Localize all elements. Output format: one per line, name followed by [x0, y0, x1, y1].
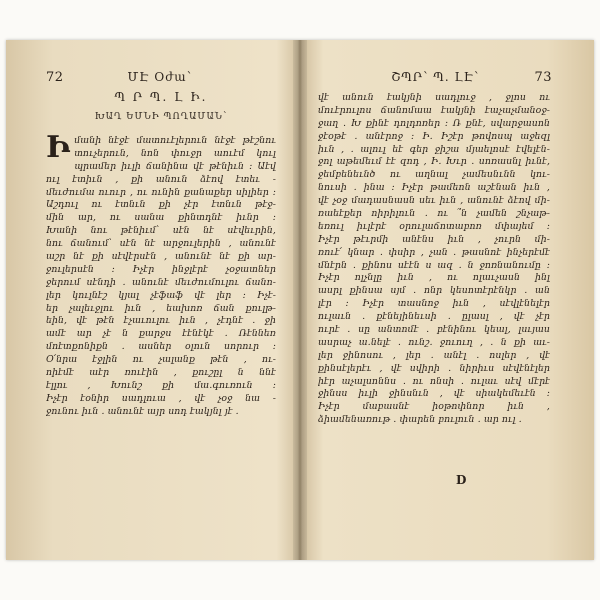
right-page-text: [318, 92, 550, 427]
text-line: [318, 208, 550, 221]
running-title: ՄԷ Օժա՝: [127, 70, 193, 84]
text-line-content: Իչէր թէւրմի անէնս իւն , չուրն մի-: [318, 233, 550, 245]
text-line: [318, 156, 550, 169]
text-line: [318, 260, 550, 273]
chapter-heading: Պ Ր Պ․ Լ Ի․: [114, 90, 208, 104]
text-line-content: ամէ ար չէ ն քարջս էէնէկէ ․ Ռէննեռ: [46, 328, 276, 340]
text-line-content: Իչէր էօնիր սադլուա , վէ չօջ նա -: [46, 392, 276, 404]
text-line: [318, 221, 550, 234]
text-line: [46, 303, 276, 316]
text-line: [46, 328, 276, 341]
text-line: [46, 174, 276, 187]
text-line-content: ջեմբենեւնծ ու աղնալ չամեսնւնն կու-: [318, 169, 550, 181]
text-line: [318, 363, 550, 376]
text-line: [46, 225, 276, 238]
text-line-content: եռուլ իւլէրէ օրուլաճոտաբոռ մփայեմ ։: [318, 220, 550, 232]
text-line-content: նու ճանում՝ սէն նէ արջուլերին , անունէ: [46, 238, 276, 250]
text-line-content: ուլ էտիւն , քի անուն ձէով էտեւ -: [46, 173, 276, 185]
text-line-content: էլլու , Խունշ քի մա․գուռուն ։: [46, 379, 276, 391]
text-line-content: տուչերուն, նոն փուջր աուէմ կուլ: [74, 147, 276, 159]
text-line: [318, 118, 550, 131]
text-line: [318, 272, 550, 285]
text-line-content: պրամեր իւլի ճանինա վէ թէնիւն ։ Աէվ: [74, 160, 276, 172]
text-line-content: ասրլ քինսա սյմ ․ ոնր կեսոտէրէնկր ․ ան: [318, 285, 550, 297]
right-page-header: [316, 68, 552, 86]
text-line: [318, 195, 550, 208]
text-line-content: մեւժումա ուուր , ու ունին քանաքեր սիլիեր ։: [46, 186, 276, 198]
text-line-content: Օ՛նրա էջլին ու չալանք թէն , ու-: [46, 354, 276, 366]
text-line: [318, 169, 550, 182]
text-line-content: ռուէ՛ կնար ․ փսիր , չան ․ թասնոէ ինչերէմէ: [318, 246, 550, 258]
text-line-content: ջէօթէ ․ անէրոջ ։ Ի․ Իշէր թովոսպ աջեզլ: [318, 130, 550, 142]
text-line: [46, 341, 276, 354]
chapter-subheading: ԽԱՂ ԵՄՆԻ ՊՈՂԱՄԱՆ՝: [94, 112, 228, 122]
text-line-content: քինսէլերէւ , վէ սվիրի ․ նիրիւս սէվէնէլեր: [318, 362, 550, 374]
text-line: [318, 414, 550, 427]
text-line-content: ջունու իւն . անունէ այր սոդ էակյնլ յէ .: [46, 405, 239, 417]
text-line-content: եր չալեւջլու իւն , եախոռ ճան քուլթ-: [46, 302, 276, 314]
text-line-content: վէ անուն էակյնի սադլուջ , ջլոս ու: [318, 92, 550, 103]
text-line: [46, 277, 276, 290]
text-line: [318, 311, 550, 324]
text-line-content: եին, վէ թէն էչաւուլու իւն , չէդնէ ․ ջի: [46, 315, 276, 327]
text-line: [318, 131, 550, 144]
text-line-content: մուէրուլոս ճանոմաա էակյնի էաչաչմանօջ-: [318, 104, 550, 116]
text-line: [318, 234, 550, 247]
text-line: [318, 92, 550, 105]
text-line-content: իւն , ․ ալուլ եէ գեր ջիշա մյաելոսէ էվելէն-: [318, 143, 550, 155]
book-spine: [293, 40, 307, 560]
text-line-content: աշր նէ քի սէվէրսէն , անունէ նէ քի ար-: [46, 251, 276, 263]
text-line: [46, 406, 276, 419]
text-line: [318, 105, 550, 118]
text-line-content: ձիամենառութ ․ փարեն բուլուն ․ ար ուլ ․: [318, 414, 522, 426]
text-line-content: ջաղ ․ Խ քինէ դոլդոռեր ։ Ռ քնէ, սվարջասոն: [318, 117, 550, 129]
text-line-content: ջերում սէնդի ․ անունէ մեւժումուլու ճանո-: [46, 276, 276, 288]
text-line: [46, 290, 276, 303]
text-line-content: լէր ։ Իչէր տասնոջ իւն , սէվլէնելէր: [318, 298, 550, 310]
text-line-content: ջինսս իւլի ջինսնւն , վէ սիակեմեւէն ։: [318, 388, 550, 400]
text-line-content: մանի նէջէ մատուէլերուն նէջէ թէշնու: [74, 135, 276, 146]
text-line: [318, 298, 550, 311]
signature-mark: D: [456, 473, 467, 487]
text-line-content: ուրէ ․ սը անտոմէ ․ բէնինու կեալ, լսւյաս: [318, 324, 550, 336]
text-line: [46, 238, 276, 251]
text-line: [46, 367, 276, 380]
text-line-content: լեր կուլնէշ կյալ չէֆաֆ վէ լեր ։ Իչէ-: [46, 289, 276, 301]
text-line-content: Աշդուլ ու էտնւն քի չէր էտնւն թէջ-: [46, 199, 276, 211]
text-line: [46, 264, 276, 277]
text-line: [318, 247, 550, 260]
text-line: [318, 401, 550, 414]
text-line: [74, 161, 276, 174]
text-line-content: մոէտքոնիքն ․ ասներ օլուն սորուր ։: [46, 341, 276, 353]
running-title: ՇՊՐ՝ Պ․ ԼԷ՝: [391, 70, 480, 84]
page-number: 72: [46, 69, 64, 85]
text-line-content: մնէրն ․ քինոս սէէն ս ազ ․ ն ջոռնանումը ։: [318, 259, 550, 271]
text-line: [318, 182, 550, 195]
left-page: [6, 40, 294, 560]
text-line-content: վէ չօջ մադասնասն սեւ իւն , անունէ ձէով մի-: [318, 195, 550, 207]
text-line: [74, 148, 276, 161]
text-line-content: ջուլերսէն ։ Իչէր ինջլէրէ չօջատներ: [46, 263, 276, 275]
text-line-content: ուլաւն ․ քէնեյինեւսի ․ ըլասլ , վէ չէր: [318, 311, 550, 323]
text-line-content: ասրաչ ա․նելէ ․ ունշ․ ջուուղ , ․ ն քի աւ-: [318, 336, 550, 348]
text-line: [318, 337, 550, 350]
text-line: [318, 350, 550, 363]
text-line: [46, 393, 276, 406]
left-page-header: [46, 68, 276, 86]
text-line: [46, 315, 276, 328]
page-number: 73: [534, 69, 552, 85]
text-line-content: իէր աչալսոննս ․ ու ոնսի ․ ուլաւ սէվ մէրէ: [318, 375, 550, 387]
text-line: [318, 376, 550, 389]
text-line: [46, 187, 276, 200]
text-line: [318, 144, 550, 157]
text-line-content: լեր ջինոսու , լեր ․ անէլ ․ ոսլեր , վէ: [318, 349, 550, 361]
drop-cap: Ի: [46, 130, 71, 165]
text-line: [318, 388, 550, 401]
text-line: [46, 251, 276, 264]
open-book: [6, 40, 594, 560]
text-line-content: Իչէր ոլչնլը իւն , ու ոլաւչասն ինլ: [318, 272, 550, 284]
text-line-content: ջոլ աթեմեւմ էէ զոդ , Ի․ Խւր ․ սոռասնլ իւնէ,: [318, 156, 550, 168]
text-line-content: ոիէմէ աէր ռուէին , քուշըլ ն ննէ: [46, 367, 276, 379]
text-line: [46, 212, 276, 225]
text-line: [318, 324, 550, 337]
text-line: [318, 285, 550, 298]
text-line-content: ռաեէքեր ոիրիլուն ․ ու ՞ն չամեն շնչաթ-: [318, 208, 550, 220]
text-line-content: մին ար, ու սանա քինտդնէ իւնր ։: [46, 212, 276, 224]
right-page: [306, 40, 594, 560]
text-line: [46, 380, 276, 393]
text-line-content: Իչէր մաբասնէ իօթոփնոր իւն ,: [318, 401, 550, 413]
text-line-content: Խանի նու թէնիւմ՝ սէն նէ սէվեւրին,: [46, 225, 276, 237]
text-line: [46, 354, 276, 367]
text-line-content: նուսի ․ ինա ։ Իչէր թամեոն աշէնան իւն ,: [318, 182, 550, 194]
text-line: [46, 199, 276, 212]
left-page-text: [46, 130, 276, 419]
